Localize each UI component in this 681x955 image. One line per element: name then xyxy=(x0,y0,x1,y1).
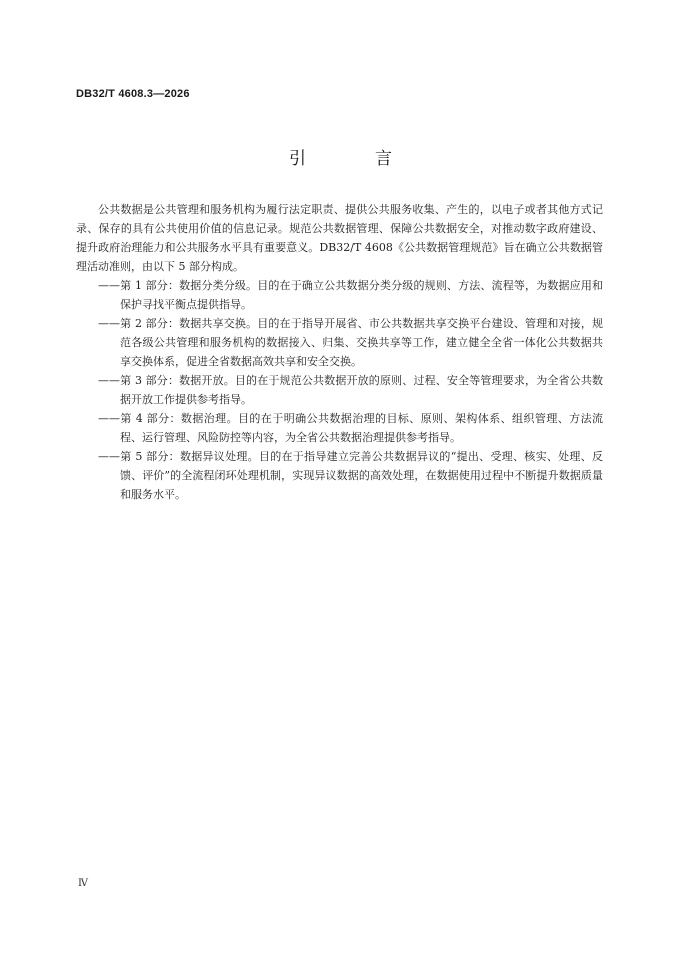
page-title: 引 言 xyxy=(289,149,418,169)
list-item-part-3: ——第 3 部分：数据开放。目的在于规范公共数据开放的原则、过程、安全等管理要求，为全省公共数据开放工作提供参考指导。 xyxy=(98,374,603,406)
list-item-part-4: ——第 4 部分：数据治理。目的在于明确公共数据治理的目标、原则、架构体系、组织管理、方法流程、运行管理、风险防控等内容，为全省公共数据治理提供参考指导。 xyxy=(98,412,603,444)
list-item-part-2: ——第 2 部分：数据共享交换。目的在于指导开展省、市公共数据共享交换平台建设、管理和对接，规范各级公共管理和服务机构的数据接入、归集、交换共享等工作，建立健全全省一体化公共数据共享交换体系，促进全省数据高效共享和安全交换。 xyxy=(98,317,603,368)
list-item-part-1: ——第 1 部分：数据分类分级。目的在于确立公共数据分类分级的规则、方法、流程等，为数据应用和保护寻找平衡点提供指导。 xyxy=(98,279,603,311)
document-body xyxy=(76,200,603,504)
page-number: Ⅳ xyxy=(78,878,88,889)
intro-paragraph: 公共数据是公共管理和服务机构为履行法定职责、提供公共服务收集、产生的，以电子或者其他方式记录、保存的具有公共使用价值的信息记录。规范公共数据管理、保障公共数据安全，对推动数字政府建设、提升政府治理能力和公共服务水平具有重要意义。DB32/T 4608《公共数据管理规范》旨在确立公共数据管理活动准则，由以下 5 部分构成。 xyxy=(76,203,603,273)
standard-code: DB32/T 4608.3—2026 xyxy=(76,88,190,100)
list-item-part-5: ——第 5 部分：数据异议处理。目的在于指导建立完善公共数据异议的“提出、受理、核实、处理、反馈、评价”的全流程闭环处理机制，实现异议数据的高效处理，在数据使用过程中不断提升数据质量和服务水平。 xyxy=(98,450,603,501)
